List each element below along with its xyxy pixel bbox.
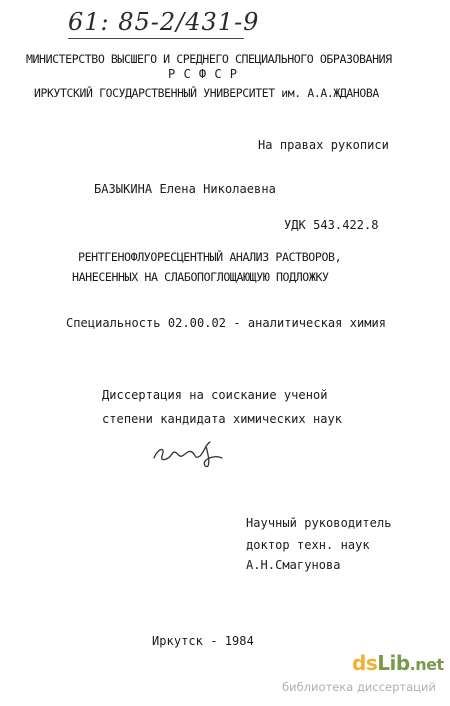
title-line-1: РЕНТГЕНОФЛУОРЕСЦЕНТНЫЙ АНАЛИЗ РАСТВОРОВ, bbox=[78, 250, 342, 264]
title-line-2: НАНЕСЕННЫХ НА СЛАБОПОГЛОЩАЮЩУЮ ПОДЛОЖКУ bbox=[72, 270, 329, 284]
author-signature bbox=[148, 436, 226, 470]
advisor-name: А.Н.Смагунова bbox=[246, 558, 341, 572]
udc-code: УДК 543.422.8 bbox=[284, 218, 379, 232]
manuscript-note: На правах рукописи bbox=[258, 138, 389, 152]
watermark-net: .net bbox=[409, 655, 444, 674]
degree-line-2: степени кандидата химических наук bbox=[102, 412, 343, 426]
archive-stamp-underline bbox=[68, 38, 244, 39]
advisor-role: Научный руководитель bbox=[246, 516, 392, 530]
city-year: Иркутск - 1984 bbox=[152, 634, 254, 648]
archive-stamp: 61: 85-2/431-9 bbox=[68, 8, 260, 36]
ministry-line: МИНИСТЕРСТВО ВЫСШЕГО И СРЕДНЕГО СПЕЦИАЛЬНОГО ОБРАЗОВАНИЯ bbox=[26, 52, 392, 66]
watermark-lib: Lib bbox=[377, 651, 410, 675]
watermark-ds: ds bbox=[352, 651, 378, 675]
advisor-degree: доктор техн. наук bbox=[246, 538, 370, 552]
university-line: ИРКУТСКИЙ ГОСУДАРСТВЕННЫЙ УНИВЕРСИТЕТ им. А.А.ЖДАНОВА bbox=[34, 86, 379, 100]
degree-line-1: Диссертация на соискание ученой bbox=[102, 388, 328, 402]
dslib-watermark-logo bbox=[352, 651, 444, 675]
author-name: БАЗЫКИНА Елена Николаевна bbox=[94, 182, 276, 196]
specialty-line: Специальность 02.00.02 - аналитическая химия bbox=[66, 316, 387, 330]
republic-line: Р С Ф С Р bbox=[168, 67, 238, 81]
watermark-tagline: библиотека диссертаций bbox=[282, 680, 436, 694]
